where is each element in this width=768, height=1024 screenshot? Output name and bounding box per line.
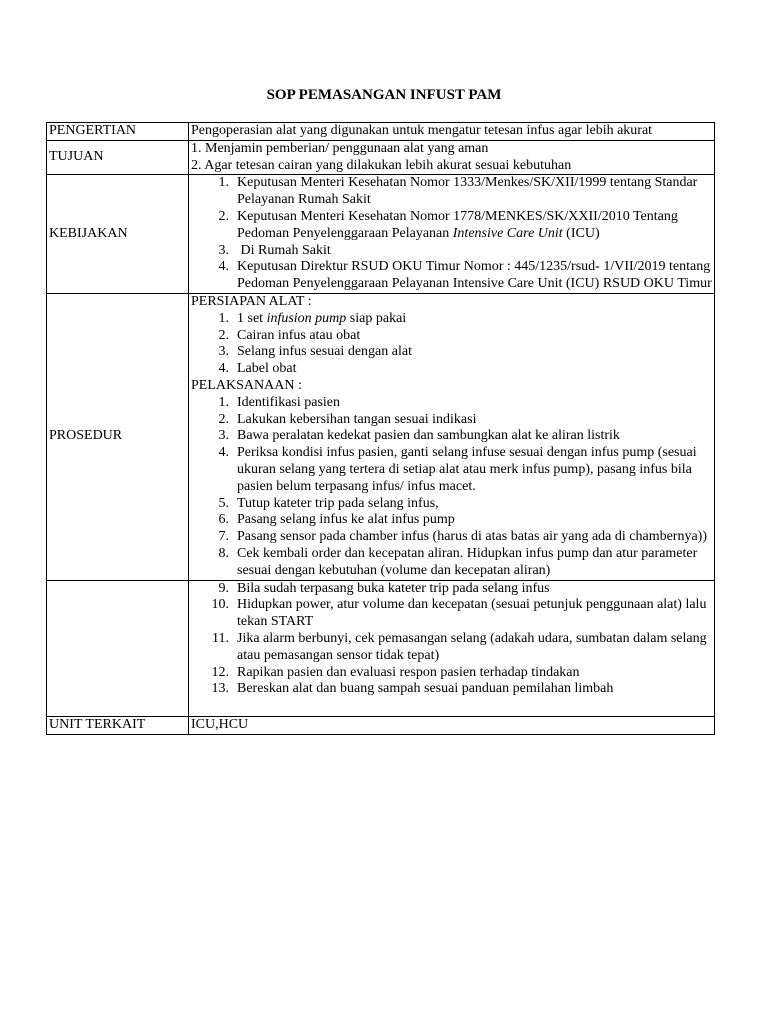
tujuan-content: [189, 140, 715, 175]
list-item: 9. Bila sudah terpasang buka kateter trip pada selang infus: [218, 580, 550, 596]
list-item: 11. Jika alarm berbunyi, cek pemasangan selang (adakah udara, sumbatan dalam selang atau pemasangan sensor tidak tepat): [212, 630, 707, 663]
label-pengertian: PENGERTIAN: [47, 123, 189, 141]
persiapan-heading: PERSIAPAN ALAT :: [191, 293, 312, 309]
list-item: 3. Selang infus sesuai dengan alat: [218, 344, 412, 360]
row-prosedur-lanjutan: [47, 580, 715, 716]
list-item: 1. 1 set infusion pump siap pakai: [218, 310, 407, 326]
list-item: 8. Cek kembali order dan kecepatan aliran. Hidupkan infus pump dan atur parameter sesuai dengan kebutuhan (volume dan kecepatan aliran): [218, 545, 698, 578]
kebijakan-content: [189, 175, 715, 294]
label-tujuan: TUJUAN: [47, 140, 189, 175]
label-prosedur: PROSEDUR: [47, 293, 189, 580]
list-item: 3. Di Rumah Sakit: [218, 242, 331, 258]
tujuan-line: 1. Menjamin pemberian/ penggunaan alat yang aman: [191, 140, 489, 156]
list-item: 6. Pasang selang infus ke alat infus pump: [218, 512, 455, 528]
list-item: 12. Rapikan pasien dan evaluasi respon pasien terhadap tindakan: [211, 664, 580, 680]
list-item: 7. Pasang sensor pada chamber infus (harus di atas batas air yang ada di chambernya)): [218, 529, 707, 545]
list-item: 2. Keputusan Menteri Kesehatan Nomor 1778/MENKES/SK/XXII/2010 Tentang Pedoman Penyelenggaraan Pelayanan Intensive Care Unit (ICU): [218, 208, 678, 241]
prosedur-lanjutan-content: [189, 580, 715, 716]
label-unit-terkait: UNIT TERKAIT: [47, 716, 189, 734]
row-pengertian: [47, 123, 715, 141]
pelaksanaan-heading: PELAKSANAAN :: [191, 377, 302, 393]
list-item: 4. Periksa kondisi infus pasien, ganti selang infuse sesuai dengan infus pump (sesuai ukuran selang yang tertera di setiap alat atau merk infus pump), pasang infus bila pasien belum terpasang infus/ infus macet.: [218, 445, 697, 494]
lanjutan-list: [191, 581, 714, 699]
list-item: 2. Lakukan kebersihan tangan sesuai indikasi: [218, 411, 477, 427]
document-title: SOP PEMASANGAN INFUST PAM: [266, 87, 502, 103]
list-item: 3. Bawa peralatan kedekat pasien dan sambungkan alat ke aliran listrik: [218, 428, 620, 444]
list-item: 4. Label obat: [218, 361, 297, 377]
row-tujuan: [47, 140, 715, 175]
prosedur-content: [189, 293, 715, 580]
list-item: 4. Keputusan Direktur RSUD OKU Timur Nomor : 445/1235/rsud- 1/VII/2019 tentang Pedoman Penyelenggaraan Pelayanan Intensive Care Unit (ICU) RSUD OKU Timur: [218, 259, 712, 292]
sop-table: [46, 122, 715, 735]
list-item: 5. Tutup kateter trip pada selang infus,: [218, 495, 439, 511]
row-kebijakan: [47, 175, 715, 294]
list-item: 1. Keputusan Menteri Kesehatan Nomor 1333/Menkes/SK/XII/1999 tentang Standar Pelayanan Rumah Sakit: [218, 175, 698, 208]
label-empty: [47, 580, 189, 716]
row-prosedur: [47, 293, 715, 580]
row-unit-terkait: [47, 716, 715, 734]
list-item: 10. Hidupkan power, atur volume dan kecepatan (sesuai petunjuk penggunaan alat) lalu tekan START: [211, 597, 707, 630]
list-item: 13. Bereskan alat dan buang sampah sesuai panduan pemilahan limbah: [211, 681, 614, 697]
persiapan-list: [191, 311, 714, 378]
pengertian-text: Pengoperasian alat yang digunakan untuk mengatur tetesan infus agar lebih akurat: [189, 123, 715, 141]
label-kebijakan: KEBIJAKAN: [47, 175, 189, 294]
kebijakan-list: [191, 175, 714, 293]
list-item: 2. Cairan infus atau obat: [218, 327, 361, 343]
unit-terkait-text: ICU,HCU: [189, 716, 715, 734]
list-item: 1. Identifikasi pasien: [218, 394, 341, 410]
pelaksanaan-list: [191, 395, 714, 580]
tujuan-line: 2. Agar tetesan cairan yang dilakukan lebih akurat sesuai kebutuhan: [191, 157, 572, 173]
